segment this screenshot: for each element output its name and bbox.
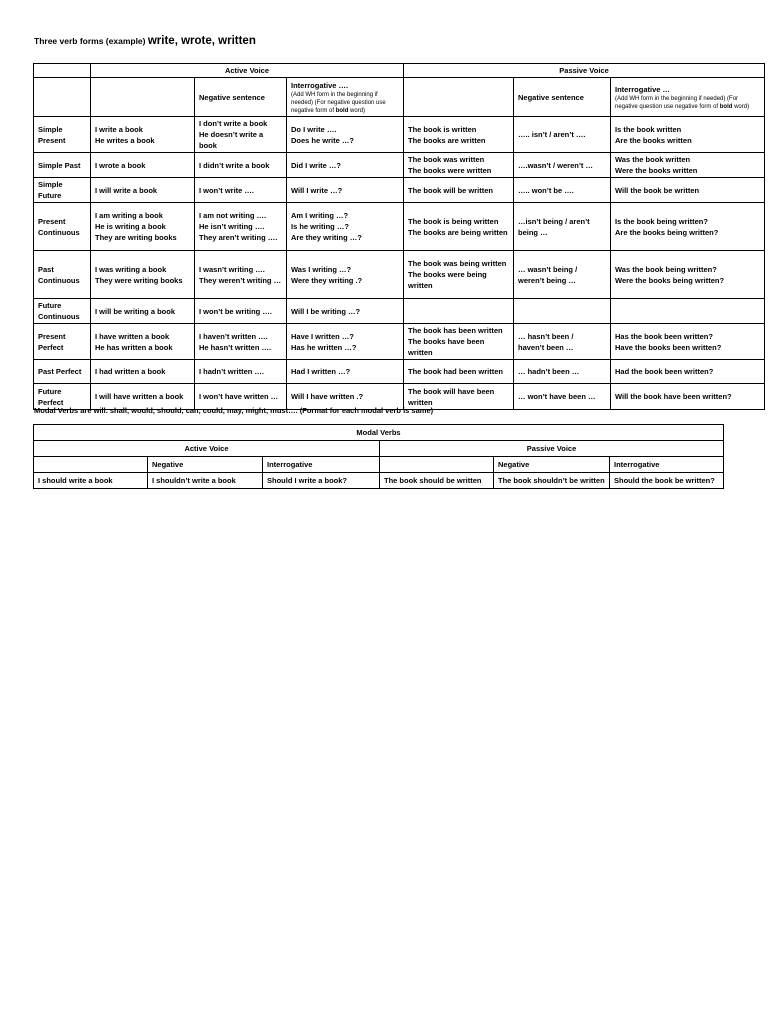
modal-column-header-row bbox=[34, 457, 724, 473]
tense-row bbox=[34, 117, 765, 153]
passive-negative-header: Negative sentence bbox=[514, 78, 611, 117]
passive-affirmative-cell bbox=[404, 299, 514, 324]
active-affirmative-cell: I am writing a book He is writing a book They are writing books bbox=[91, 203, 195, 251]
passive-negative-cell: … hadn’t been … bbox=[514, 360, 611, 384]
modal-passive-interrogative-header: Interrogative bbox=[610, 457, 724, 473]
modal-passive-voice-header: Passive Voice bbox=[380, 441, 724, 457]
tense-cell: Past Continuous bbox=[34, 251, 91, 299]
active-interrogative-cell: Did I write …? bbox=[287, 153, 404, 178]
passive-affirmative-cell: The book had been written bbox=[404, 360, 514, 384]
passive-interrogative-cell: Had the book been written? bbox=[611, 360, 765, 384]
active-negative-cell: I wasn’t writing …. They weren’t writing … bbox=[195, 251, 287, 299]
title-prefix: Three verb forms (example) bbox=[34, 36, 148, 46]
active-voice-header: Active Voice bbox=[91, 64, 404, 78]
tense-cell: Future Continuous bbox=[34, 299, 91, 324]
active-negative-cell: I won’t write …. bbox=[195, 178, 287, 203]
interrogative-label: Interrogative …. bbox=[291, 80, 349, 90]
modal-interrogative-header: Interrogative bbox=[263, 457, 380, 473]
active-affirmative-cell: I wrote a book bbox=[91, 153, 195, 178]
active-affirmative-cell: I was writing a book They were writing books bbox=[91, 251, 195, 299]
passive-affirmative-cell: The book was written The books were written bbox=[404, 153, 514, 178]
active-affirmative-cell: I had written a book bbox=[91, 360, 195, 384]
page-title bbox=[34, 35, 256, 47]
active-affirmative-cell: I will write a book bbox=[91, 178, 195, 203]
active-interrogative-cell: Have I written …? Has he written …? bbox=[287, 324, 404, 360]
passive-negative-cell: ….. won’t be …. bbox=[514, 178, 611, 203]
tense-row bbox=[34, 251, 765, 299]
modal-interrogative: Should I write a book? bbox=[263, 473, 380, 489]
column-header-row bbox=[34, 78, 765, 117]
modal-verbs-title: Modal Verbs bbox=[34, 425, 724, 441]
passive-interrogative-cell: Has the book been written? Have the books been written? bbox=[611, 324, 765, 360]
active-interrogative-cell: Was I writing …? Were they writing .? bbox=[287, 251, 404, 299]
affirmative-header-cell bbox=[91, 78, 195, 117]
active-interrogative-cell: Do I write …. Does he write …? bbox=[287, 117, 404, 153]
interrogative-note: (Add WH form in the beginning if needed) (For negative question use negative form of bold word) bbox=[291, 91, 386, 114]
modal-passive-interrogative: Should the book be written? bbox=[610, 473, 724, 489]
active-interrogative-cell: Will I write …? bbox=[287, 178, 404, 203]
active-affirmative-cell: I will have written a book bbox=[91, 384, 195, 410]
tense-row bbox=[34, 324, 765, 360]
passive-interrogative-cell: Is the book being written? Are the books being written? bbox=[611, 203, 765, 251]
modal-verbs-note: Modal Verbs are will. shall, would, should, can, could, may, might, must…. (Format for each modal verb is same) bbox=[34, 406, 434, 415]
tense-cell: Past Perfect bbox=[34, 360, 91, 384]
passive-interrogative-cell: Was the book being written? Were the books being written? bbox=[611, 251, 765, 299]
active-affirmative-cell: I will be writing a book bbox=[91, 299, 195, 324]
negative-header: Negative sentence bbox=[195, 78, 287, 117]
modal-passive-negative-header: Negative bbox=[494, 457, 610, 473]
passive-interrogative-cell: Was the book written Were the books written bbox=[611, 153, 765, 178]
tense-cell: Simple Past bbox=[34, 153, 91, 178]
passive-negative-cell: … wasn’t being / weren’t being … bbox=[514, 251, 611, 299]
tense-cell: Simple Future bbox=[34, 178, 91, 203]
active-negative-cell: I hadn’t written …. bbox=[195, 360, 287, 384]
modal-verbs-table bbox=[33, 424, 724, 489]
tense-cell: Future Perfect bbox=[34, 384, 91, 410]
modal-affirmative: I should write a book bbox=[34, 473, 148, 489]
passive-interrogative-header bbox=[611, 78, 765, 117]
passive-negative-cell: … hasn’t been / haven’t been … bbox=[514, 324, 611, 360]
modal-title-row bbox=[34, 425, 724, 441]
passive-affirmative-header-cell bbox=[404, 78, 514, 117]
passive-interrogative-label: Interrogative … bbox=[615, 84, 671, 94]
active-negative-cell: I didn’t write a book bbox=[195, 153, 287, 178]
passive-affirmative-cell: The book will be written bbox=[404, 178, 514, 203]
active-interrogative-cell: Will I be writing …? bbox=[287, 299, 404, 324]
tense-row bbox=[34, 178, 765, 203]
modal-passive-affirmative: The book should be written bbox=[380, 473, 494, 489]
passive-negative-cell: …isn’t being / aren’t being … bbox=[514, 203, 611, 251]
tense-cell: Present Continuous bbox=[34, 203, 91, 251]
modal-passive-affirmative-header-cell bbox=[380, 457, 494, 473]
title-verb-forms: write, wrote, written bbox=[147, 35, 256, 47]
modal-negative: I shouldn’t write a book bbox=[148, 473, 263, 489]
interrogative-header bbox=[287, 78, 404, 117]
modal-negative-header: Negative bbox=[148, 457, 263, 473]
passive-interrogative-cell: Will the book be written bbox=[611, 178, 765, 203]
active-negative-cell: I won’t be writing …. bbox=[195, 299, 287, 324]
active-negative-cell: I haven’t written …. He hasn’t written …. bbox=[195, 324, 287, 360]
passive-interrogative-cell bbox=[611, 299, 765, 324]
passive-negative-cell: … won’t have been … bbox=[514, 384, 611, 410]
active-negative-cell: I won’t have written … bbox=[195, 384, 287, 410]
passive-interrogative-cell: Is the book written Are the books written bbox=[611, 117, 765, 153]
active-interrogative-cell: Am I writing …? Is he writing …? Are they writing …? bbox=[287, 203, 404, 251]
passive-affirmative-cell: The book has been written The books have been written bbox=[404, 324, 514, 360]
active-negative-cell: I am not writing …. He isn’t writing …. They aren’t writing …. bbox=[195, 203, 287, 251]
tense-cell: Simple Present bbox=[34, 117, 91, 153]
modal-example-row bbox=[34, 473, 724, 489]
passive-negative-cell: ….wasn’t / weren’t … bbox=[514, 153, 611, 178]
active-affirmative-cell: I write a book He writes a book bbox=[91, 117, 195, 153]
passive-negative-cell bbox=[514, 299, 611, 324]
tense-row bbox=[34, 299, 765, 324]
passive-affirmative-cell: The book is written The books are written bbox=[404, 117, 514, 153]
passive-voice-header: Passive Voice bbox=[404, 64, 765, 78]
active-negative-cell: I don’t write a book He doesn’t write a book bbox=[195, 117, 287, 153]
modal-passive-negative: The book shouldn’t be written bbox=[494, 473, 610, 489]
tense-row bbox=[34, 153, 765, 178]
modal-voice-row bbox=[34, 441, 724, 457]
passive-negative-cell: ….. isn’t / aren’t …. bbox=[514, 117, 611, 153]
modal-affirmative-header-cell bbox=[34, 457, 148, 473]
passive-interrogative-note: (Add WH form in the beginning if needed) (For negative question use negative form of bold word) bbox=[615, 95, 750, 110]
passive-affirmative-cell: The book was being written The books were being written bbox=[404, 251, 514, 299]
passive-affirmative-cell: The book is being written The books are being written bbox=[404, 203, 514, 251]
verb-forms-table bbox=[33, 63, 765, 410]
tense-cell: Present Perfect bbox=[34, 324, 91, 360]
passive-affirmative-cell: The book will have been written bbox=[404, 384, 514, 410]
active-interrogative-cell: Had I written …? bbox=[287, 360, 404, 384]
tense-header-cell bbox=[34, 78, 91, 117]
tense-row bbox=[34, 203, 765, 251]
passive-interrogative-cell: Will the book have been written? bbox=[611, 384, 765, 410]
modal-active-voice-header: Active Voice bbox=[34, 441, 380, 457]
voice-header-row bbox=[34, 64, 765, 78]
active-interrogative-cell: Will I have written .? bbox=[287, 384, 404, 410]
corner-cell bbox=[34, 64, 91, 78]
tense-row bbox=[34, 360, 765, 384]
active-affirmative-cell: I have written a book He has written a book bbox=[91, 324, 195, 360]
